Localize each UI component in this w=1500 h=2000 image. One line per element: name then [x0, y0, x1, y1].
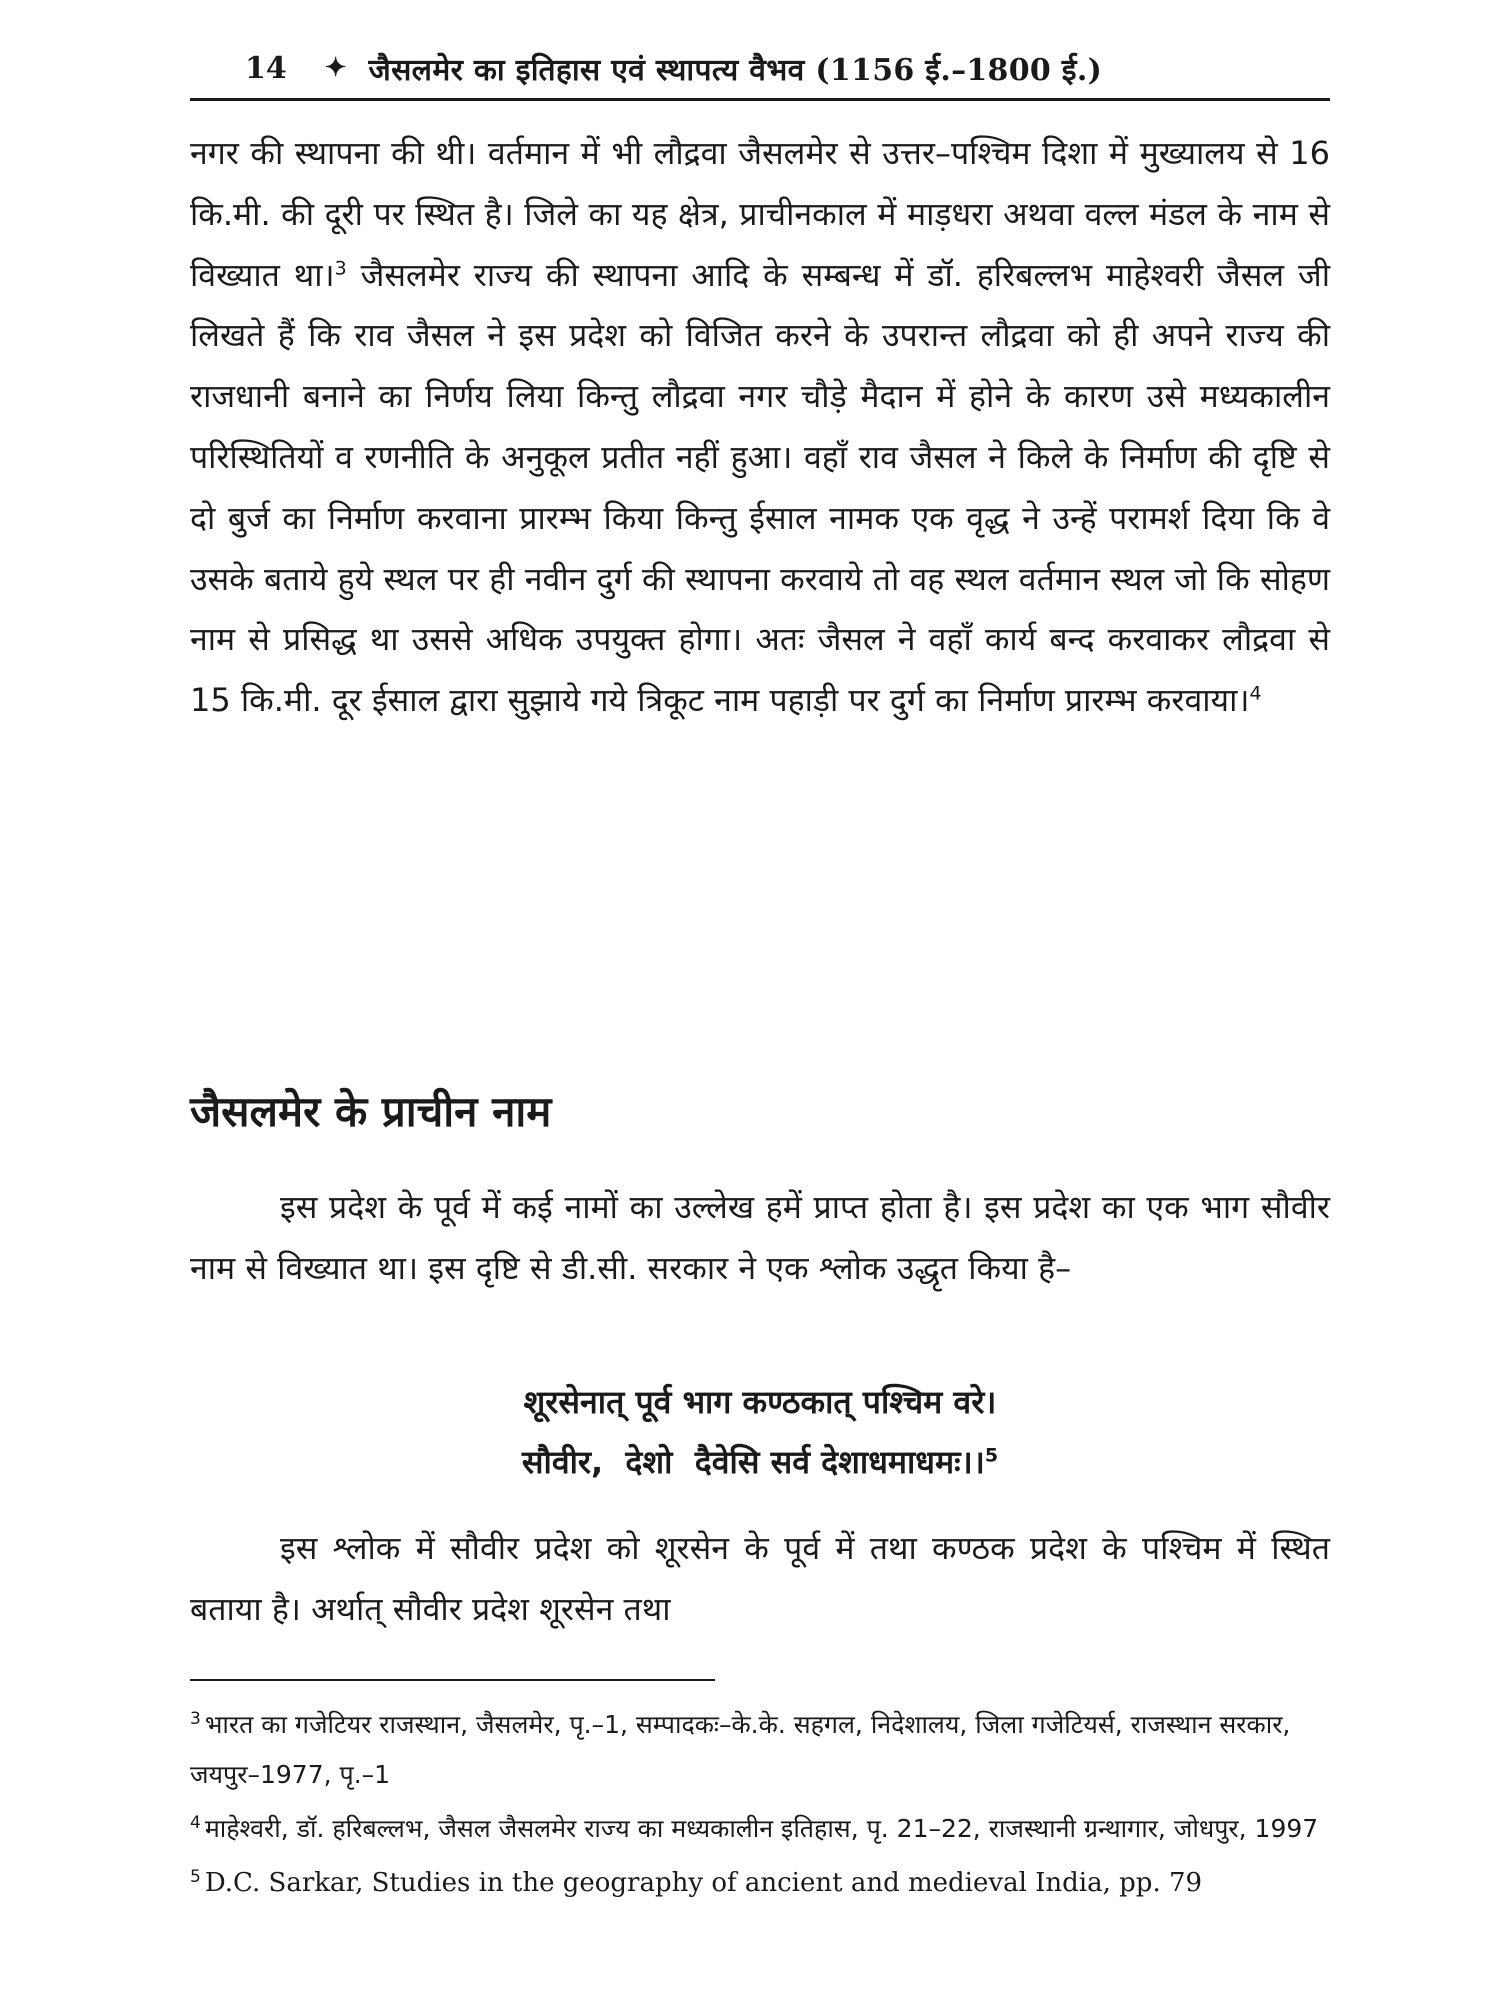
- footnote-number: 4: [190, 1812, 201, 1833]
- paragraph-1: [190, 123, 1330, 1038]
- section-heading: जैसलमेर के प्राचीन नाम: [190, 1087, 552, 1136]
- running-header: [190, 38, 1330, 101]
- footnote-text: D.C. Sarkar, Studies in the geography of ancient and medieval India, pp. 79: [204, 1868, 1203, 1898]
- footnote-reference-4[interactable]: 4: [1249, 682, 1262, 705]
- book-title: जैसलमेर का इतिहास एवं स्थापत्य वैभव (1156 ई.–1800 ई.): [368, 52, 1103, 88]
- shloka-verse: [190, 1372, 1330, 1492]
- footnote-4: [190, 1804, 1330, 1854]
- shloka-line-2: [190, 1432, 1330, 1492]
- footnote-separator: [190, 1679, 715, 1681]
- footnote-5: [190, 1858, 1330, 1908]
- footnote-3: [190, 1700, 1330, 1800]
- shloka-line-1: शूरसेनात् पूर्व भाग कण्ठकात् पश्चिम वरे।: [523, 1383, 997, 1421]
- footnote-number: 3: [190, 1708, 201, 1729]
- diamond-ornament-icon: ✦: [324, 53, 347, 83]
- page-number: 14: [245, 50, 287, 86]
- footnote-number: 5: [190, 1866, 201, 1887]
- footnote-text: माहेश्वरी, डॉ. हरिबल्लभ, जैसल जैसलमेर राज्य का मध्यकालीन इतिहास, पृ. 21–22, राजस्थानी ग्रन्थागार, जोधपुर, 1997: [204, 1814, 1319, 1843]
- paragraph-2: इस प्रदेश के पूर्व में कई नामों का उल्लेख हमें प्राप्त होता है। इस प्रदेश का एक भाग सौवीर नाम से विख्यात था। इस दृष्टि से डी.सी. सरकार ने एक श्लोक उद्धृत किया है–: [190, 1188, 1330, 1287]
- shloka-line-2-text: सौवीर, देशो दैवेसि सर्व देशाधमाधमः।।: [521, 1443, 985, 1481]
- footnotes: [190, 1700, 1330, 1912]
- paragraph-1-text-a: नगर की स्थापना की थी। वर्तमान में भी लौद्रवा जैसलमेर से उत्तर–पश्चिम दिशा में मुख्यालय से 16 कि.मी. की दूरी पर स्थित है। जिले का यह क्षेत्र, प्राचीनकाल में माड़धरा अथवा वल्ल मंडल के नाम से विख्यात था।: [190, 134, 1330, 294]
- footnote-text: भारत का गजेटियर राजस्थान, जैसलमेर, पृ.–1, सम्पादकः–के.के. सहगल, निदेशालय, जिला गजेटियर्स, राजस्थान सरकार, जयपुर–1977, पृ.–1: [190, 1710, 1291, 1789]
- paragraph-3: इस श्लोक में सौवीर प्रदेश को शूरसेन के पूर्व में तथा कण्ठक प्रदेश के पश्चिम में स्थित बताया है। अर्थात् सौवीर प्रदेश शूरसेन तथा: [190, 1529, 1330, 1628]
- paragraph-1-text-b: जैसलमेर राज्य की स्थापना आदि के सम्बन्ध में डॉ. हरिबल्लभ माहेश्वरी जैसल जी लिखते हैं कि राव जैसल ने इस प्रदेश को विजित करने के उपरान्त लौद्रवा को ही अपने राज्य की राजधानी बनाने का निर्णय लिया किन्तु लौद्रवा नगर चौड़े मैदान में होने के कारण उसे मध्यकालीन परिस्थितियों व रणनीति के अनुकूल प्रतीत नहीं हुआ। वहाँ राव जैसल ने किले के निर्माण की दृष्टि से दो बुर्ज का निर्माण करवाना प्रारम्भ किया किन्तु ईसाल नामक एक वृद्ध ने उन्हें परामर्श दिया कि वे उसके बताये हुये स्थल पर ही नवीन दुर्ग की स्थापना करवाये तो वह स्थल वर्तमान स्थल जो कि सोहण नाम से प्रसिद्ध था उससे अधिक उपयुक्त होगा। अतः जैसल ने वहाँ कार्य बन्द करवाकर लौद्रवा से 15 कि.मी. दूर ईसाल द्वारा सुझाये गये त्रिकूट नाम पहाड़ी पर दुर्ग का निर्माण प्रारम्भ करवाया।: [190, 255, 1330, 720]
- footnote-reference-3[interactable]: 3: [334, 256, 347, 279]
- footnote-reference-5[interactable]: 5: [984, 1444, 999, 1467]
